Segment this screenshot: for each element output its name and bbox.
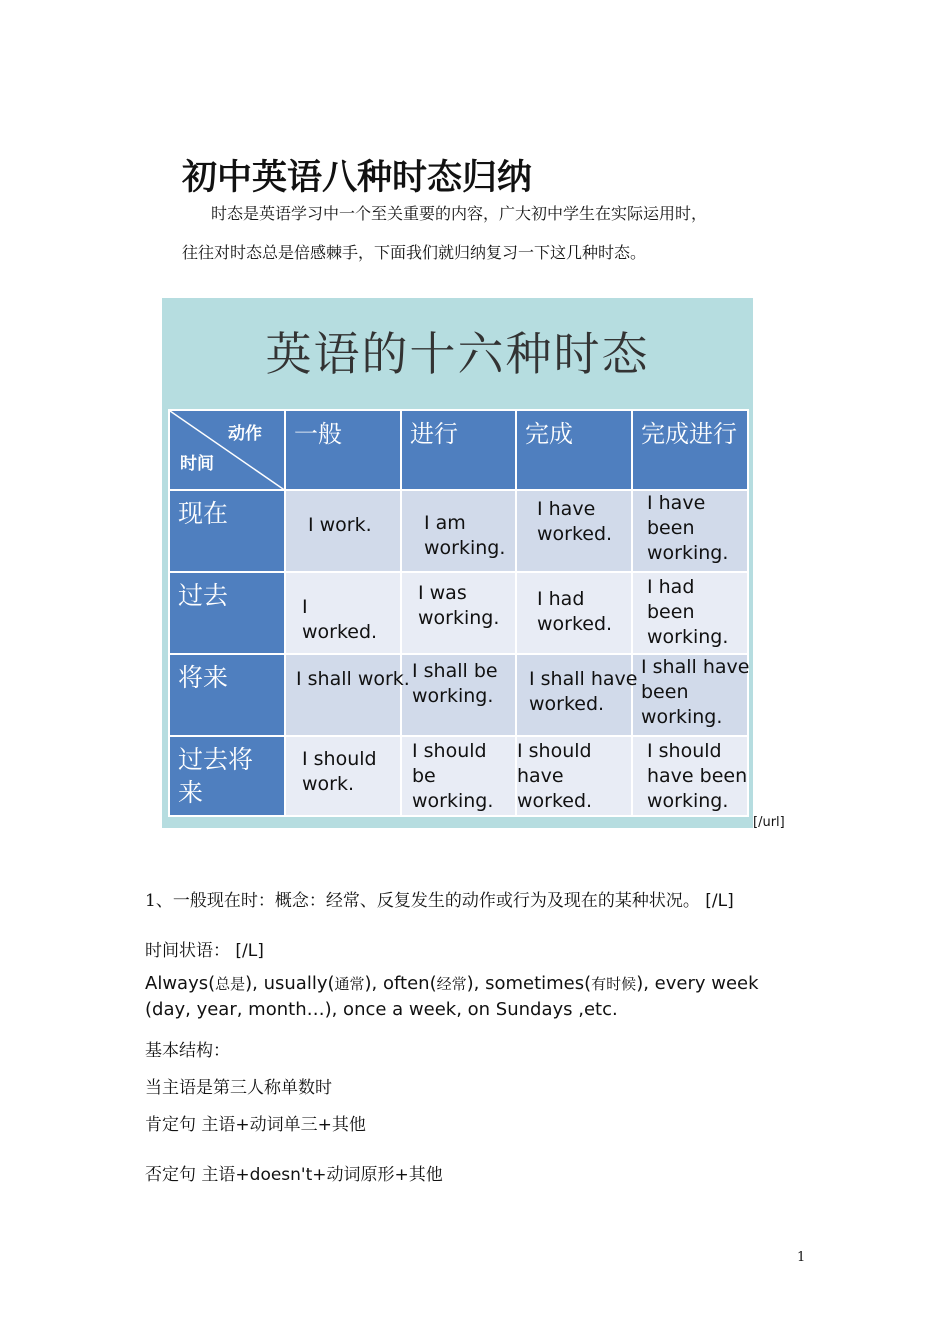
adverbials-list: Always(总是), usually(通常), often(经常), sometimes(有时候), every week (day, year, month…), once a week, on Sundays ,etc. — [145, 973, 759, 1020]
corner-time-label: 时间 — [180, 454, 214, 474]
corner-action-label: 动作 — [228, 424, 262, 444]
negative-sentence: 否定句 主语+doesn't+动词原形+其他 — [145, 1165, 443, 1185]
intro-line-1: 时态是英语学习中一个至关重要的内容，广大初中学生在实际运用时， — [211, 204, 708, 223]
table-cell: I worked. — [285, 572, 401, 654]
table-cell: I had worked. — [516, 572, 632, 654]
table-cell: I shall have worked. — [516, 654, 632, 736]
table-cell: I was working. — [401, 572, 516, 654]
figure-title: 英语的十六种时态 — [265, 327, 650, 381]
table-cell: I should have worked. — [516, 736, 632, 816]
intro-line-2: 往往对时态总是倍感棘手，下面我们就归纳复习一下这几种时态。 — [182, 243, 647, 262]
table-cell: I have worked. — [516, 490, 632, 572]
row-header: 过去将来 — [169, 736, 285, 816]
column-header: 完成进行 — [632, 410, 748, 490]
table-cell: I have been working. — [632, 490, 748, 572]
table-cell: I shall work. — [285, 654, 401, 736]
table-cell: I am working. — [401, 490, 516, 572]
table-cell: I should work. — [285, 736, 401, 816]
row-header: 将来 — [169, 654, 285, 736]
table-row — [169, 736, 748, 816]
tense-table — [168, 409, 749, 817]
table-cell: I shall be working. — [401, 654, 516, 736]
table-cell: I work. — [285, 490, 401, 572]
column-header: 进行 — [401, 410, 516, 490]
corner-header — [169, 410, 285, 490]
url-tag: [/url] — [753, 815, 785, 830]
table-row — [169, 572, 748, 654]
table-cell: I should have been working. — [632, 736, 748, 816]
page-title: 初中英语八种时态归纳 — [182, 158, 533, 198]
table-cell: I had been working. — [632, 572, 748, 654]
structure-label: 基本结构： — [145, 1041, 230, 1061]
row-header: 过去 — [169, 572, 285, 654]
column-header: 一般 — [285, 410, 401, 490]
third-person-note: 当主语是第三人称单数时 — [145, 1078, 332, 1098]
table-cell: I should be working. — [401, 736, 516, 816]
table-row — [169, 654, 748, 736]
adverbials-label: 时间状语： [/L] — [145, 941, 264, 961]
page-number: 1 — [797, 1250, 806, 1265]
row-header: 现在 — [169, 490, 285, 572]
column-header: 完成 — [516, 410, 632, 490]
table-row — [169, 490, 748, 572]
affirmative-sentence: 肯定句 主语+动词单三+其他 — [145, 1115, 366, 1135]
table-cell: I shall have been working. — [632, 654, 748, 736]
tense-table-figure — [162, 298, 753, 828]
section-heading: 1、一般现在时：概念：经常、反复发生的动作或行为及现在的某种状况。 [/L] — [145, 891, 734, 911]
